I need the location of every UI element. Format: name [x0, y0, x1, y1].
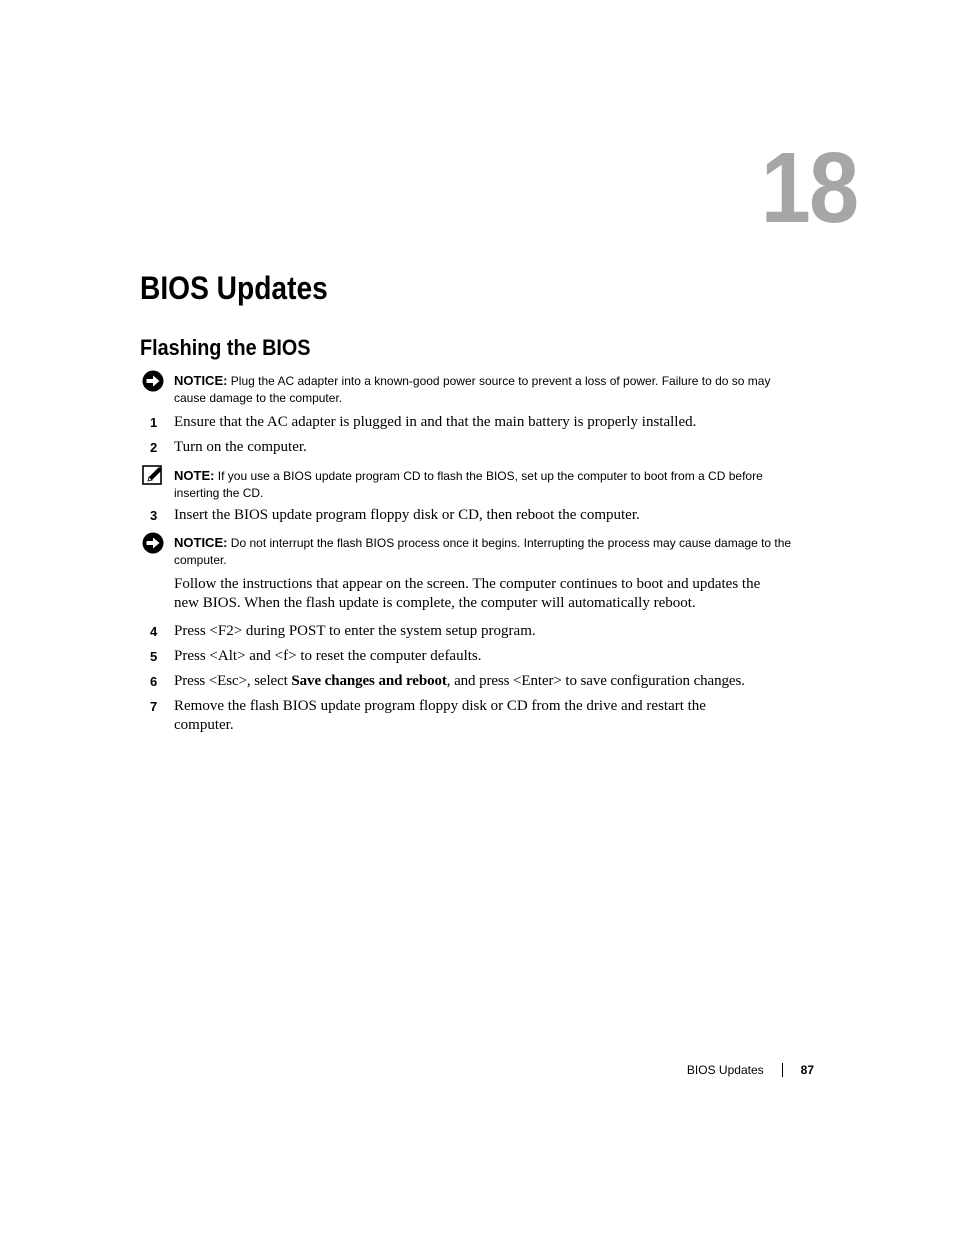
list-item	[140, 672, 800, 691]
step-text: Press <F2> during POST to enter the system setup program.	[174, 623, 536, 639]
notice-block	[140, 370, 800, 406]
footer-section-title: BIOS Updates	[686, 1063, 764, 1077]
notice-text: NOTICE: Do not interrupt the flash BIOS process once it begins. Interrupting the process may cause damage to the computer.	[174, 535, 792, 567]
step-number: 5	[150, 649, 158, 664]
list-item	[140, 506, 800, 525]
list-item	[140, 413, 800, 432]
step-number: 1	[150, 415, 158, 430]
step-number: 3	[150, 508, 158, 523]
note-block	[140, 464, 800, 500]
chapter-title: BIOS Updates	[140, 270, 328, 306]
step-number: 4	[150, 624, 158, 639]
page-number: 87	[800, 1063, 814, 1077]
step-number: 2	[150, 440, 158, 455]
instructions-paragraph: Follow the instructions that appear on the screen. The computer continues to boot and updates the new BIOS. When the flash update is complete, the computer will automatically reboot.	[174, 576, 761, 611]
list-item	[140, 622, 800, 641]
page-footer	[687, 1061, 814, 1079]
notice-arrow-icon	[142, 370, 164, 392]
step-number: 6	[150, 674, 158, 689]
notice-arrow-icon	[142, 532, 164, 554]
list-item	[140, 647, 800, 666]
menu-option-name: Save changes and reboot	[291, 673, 447, 689]
step-text: Press <Esc>, select Save changes and reboot, and press <Enter> to save configuration changes.	[174, 673, 745, 689]
step-text: Remove the flash BIOS update program floppy disk or CD from the drive and restart the computer.	[174, 698, 706, 733]
step-text: Press <Alt> and <f> to reset the computer defaults.	[174, 648, 482, 664]
notice-block	[140, 532, 800, 568]
chapter-number: 18	[760, 132, 857, 244]
step-text: Turn on the computer.	[174, 439, 307, 455]
note-text: NOTE: If you use a BIOS update program CD to flash the BIOS, set up the computer to boot from a CD before inserting the CD.	[174, 468, 763, 500]
note-pencil-icon	[142, 464, 164, 486]
step-text: Ensure that the AC adapter is plugged in and that the main battery is properly installed.	[174, 414, 697, 430]
step-number: 7	[150, 699, 158, 714]
notice-text: NOTICE: Plug the AC adapter into a known-good power source to prevent a loss of power. Failure to do so may cause damage to the computer.	[174, 373, 771, 405]
footer-divider	[782, 1063, 783, 1077]
list-item	[140, 438, 800, 457]
section-title: Flashing the BIOS	[140, 335, 311, 360]
step-text: Insert the BIOS update program floppy disk or CD, then reboot the computer.	[174, 507, 640, 523]
list-item	[140, 697, 800, 735]
